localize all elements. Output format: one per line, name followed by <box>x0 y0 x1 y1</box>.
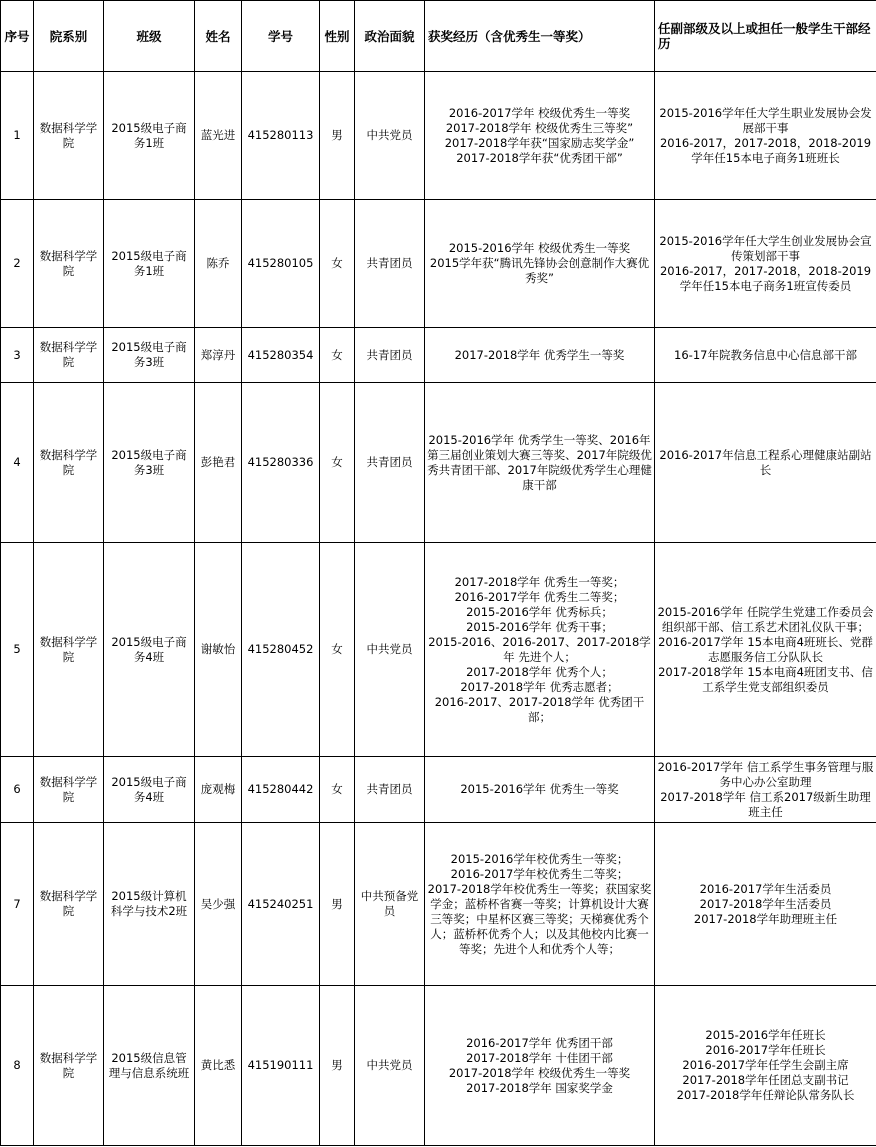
header-row <box>1 1 876 72</box>
cell-name: 庞观梅 <box>195 757 242 823</box>
cell-seq: 1 <box>1 72 34 200</box>
cell-seq: 5 <box>1 543 34 757</box>
cell-class: 2015级电子商务4班 <box>104 543 195 757</box>
cell-department: 数据科学学院 <box>34 986 104 1146</box>
cell-seq: 3 <box>1 328 34 383</box>
cell-department: 数据科学学院 <box>34 328 104 383</box>
header-awards: 获奖经历（含优秀生一等奖） <box>425 1 655 72</box>
cell-gender: 女 <box>320 757 355 823</box>
cell-name: 吴少强 <box>195 823 242 986</box>
cell-gender: 男 <box>320 986 355 1146</box>
cell-class: 2015级电子商务4班 <box>104 757 195 823</box>
cell-name: 蓝光进 <box>195 72 242 200</box>
cell-political-status: 中共党员 <box>355 72 425 200</box>
cell-awards: 2015-2016学年 优秀学生一等奖、2016年第三届创业策划大赛三等奖、2017年院级优秀共青团干部、2017年院级优秀学生心理健康干部 <box>425 383 655 543</box>
table-row <box>1 72 876 200</box>
cell-gender: 女 <box>320 383 355 543</box>
cell-seq: 2 <box>1 200 34 328</box>
cell-department: 数据科学学院 <box>34 72 104 200</box>
cell-name: 彭艳君 <box>195 383 242 543</box>
header-positions: 任副部级及以上或担任一般学生干部经历 <box>655 1 876 72</box>
cell-positions: 2015-2016学年任大学生职业发展协会发展部干事 2016-2017，2017-2018，2018-2019学年任15本电子商务1班班长 <box>655 72 876 200</box>
cell-awards: 2015-2016学年校优秀生一等奖； 2016-2017学年校优秀生二等奖； 2017-2018学年校优秀生一等奖；获国家奖学金；蓝桥杯省赛一等奖；计算机设计大赛三等奖；中星杯区赛三等奖；天梯赛优秀个人；蓝桥杯优秀个人；以及其他校内比赛一等奖；先进个人和优秀个人等； <box>425 823 655 986</box>
header-seq: 序号 <box>1 1 34 72</box>
header-gender: 性别 <box>320 1 355 72</box>
cell-student-id: 415280442 <box>242 757 320 823</box>
cell-positions: 2016-2017年信息工程系心理健康站副站长 <box>655 383 876 543</box>
table-row <box>1 757 876 823</box>
cell-class: 2015级电子商务3班 <box>104 383 195 543</box>
cell-department: 数据科学学院 <box>34 823 104 986</box>
cell-name: 郑淳丹 <box>195 328 242 383</box>
cell-seq: 8 <box>1 986 34 1146</box>
cell-political-status: 共青团员 <box>355 328 425 383</box>
cell-student-id: 415190111 <box>242 986 320 1146</box>
cell-gender: 男 <box>320 72 355 200</box>
cell-gender: 女 <box>320 328 355 383</box>
cell-class: 2015级计算机科学与技术2班 <box>104 823 195 986</box>
cell-gender: 女 <box>320 200 355 328</box>
cell-gender: 女 <box>320 543 355 757</box>
cell-name: 谢敏怡 <box>195 543 242 757</box>
cell-positions: 2015-2016学年任大学生创业发展协会宣传策划部干事 2016-2017，2017-2018，2018-2019学年任15本电子商务1班宣传委员 <box>655 200 876 328</box>
cell-student-id: 415280113 <box>242 72 320 200</box>
cell-awards: 2015-2016学年 校级优秀生一等奖 2015学年获“腾讯先锋协会创意制作大赛优秀奖” <box>425 200 655 328</box>
cell-awards: 2016-2017学年 校级优秀生一等奖 2017-2018学年 校级优秀生三等奖” 2017-2018学年获“国家励志奖学金” 2017-2018学年获“优秀团干部” <box>425 72 655 200</box>
cell-class: 2015级信息管理与信息系统班 <box>104 986 195 1146</box>
cell-political-status: 中共预备党员 <box>355 823 425 986</box>
header-name: 姓名 <box>195 1 242 72</box>
cell-positions: 2016-2017学年 信工系学生事务管理与服务中心办公室助理 2017-2018学年 信工系2017级新生助理班主任 <box>655 757 876 823</box>
table-row <box>1 328 876 383</box>
cell-political-status: 共青团员 <box>355 200 425 328</box>
cell-seq: 6 <box>1 757 34 823</box>
table-row <box>1 200 876 328</box>
cell-student-id: 415280336 <box>242 383 320 543</box>
cell-department: 数据科学学院 <box>34 383 104 543</box>
table-row <box>1 823 876 986</box>
cell-student-id: 415280452 <box>242 543 320 757</box>
cell-student-id: 415280354 <box>242 328 320 383</box>
cell-political-status: 共青团员 <box>355 383 425 543</box>
cell-department: 数据科学学院 <box>34 543 104 757</box>
header-political-status: 政治面貌 <box>355 1 425 72</box>
cell-seq: 4 <box>1 383 34 543</box>
cell-class: 2015级电子商务1班 <box>104 200 195 328</box>
header-department: 院系别 <box>34 1 104 72</box>
cell-class: 2015级电子商务1班 <box>104 72 195 200</box>
cell-positions: 2015-2016学年任班长 2016-2017学年任班长 2016-2017学年任学生会副主席 2017-2018学年任团总支副书记 2017-2018学年任辩论队常务队长 <box>655 986 876 1146</box>
cell-class: 2015级电子商务3班 <box>104 328 195 383</box>
cell-student-id: 415280105 <box>242 200 320 328</box>
cell-political-status: 中共党员 <box>355 986 425 1146</box>
cell-department: 数据科学学院 <box>34 200 104 328</box>
cell-seq: 7 <box>1 823 34 986</box>
table-row <box>1 383 876 543</box>
cell-positions: 2016-2017学年生活委员 2017-2018学年生活委员 2017-2018学年助理班主任 <box>655 823 876 986</box>
cell-awards: 2017-2018学年 优秀生一等奖； 2016-2017学年 优秀生二等奖； 2015-2016学年 优秀标兵； 2015-2016学年 优秀干事； 2015-2016、2016-2017、2017-2018学年 先进个人； 2017-2018学年 优秀个人； 2017-2018学年 优秀志愿者； 2016-2017、2017-2018学年 优秀团干部； <box>425 543 655 757</box>
cell-awards: 2017-2018学年 优秀学生一等奖 <box>425 328 655 383</box>
cell-positions: 2015-2016学年 任院学生党建工作委员会组织部干部、信工系艺术团礼仪队干事； 2016-2017学年 15本电商4班班长、党群志愿服务信工分队队长 2017-2018学年 15本电商4班团支书、信工系学生党支部组织委员 <box>655 543 876 757</box>
cell-student-id: 415240251 <box>242 823 320 986</box>
cell-political-status: 中共党员 <box>355 543 425 757</box>
table-row <box>1 986 876 1146</box>
header-student-id: 学号 <box>242 1 320 72</box>
cell-positions: 16-17年院教务信息中心信息部干部 <box>655 328 876 383</box>
cell-name: 黄比悉 <box>195 986 242 1146</box>
cell-department: 数据科学学院 <box>34 757 104 823</box>
header-class: 班级 <box>104 1 195 72</box>
cell-awards: 2016-2017学年 优秀团干部 2017-2018学年 十佳团干部 2017-2018学年 校级优秀生一等奖 2017-2018学年 国家奖学金 <box>425 986 655 1146</box>
cell-name: 陈乔 <box>195 200 242 328</box>
table-row <box>1 543 876 757</box>
cell-awards: 2015-2016学年 优秀生一等奖 <box>425 757 655 823</box>
cell-gender: 男 <box>320 823 355 986</box>
cell-political-status: 共青团员 <box>355 757 425 823</box>
